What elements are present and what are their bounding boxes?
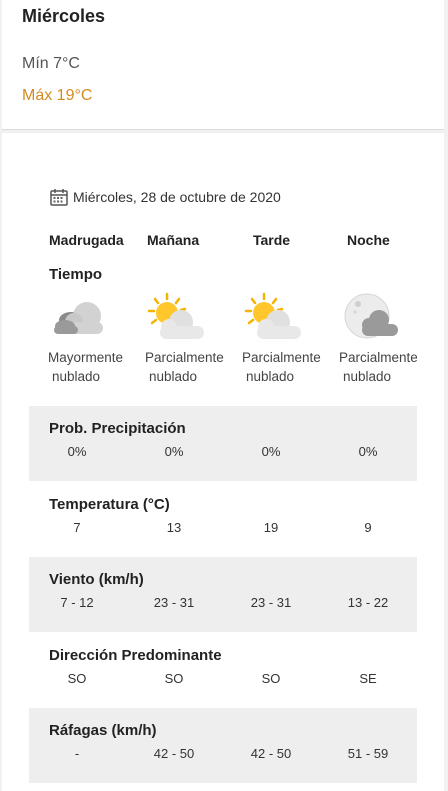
row-label: Prob. Precipitación <box>49 420 186 437</box>
precipitation-row <box>29 406 417 481</box>
day-summary-card <box>2 0 444 130</box>
row-value: 23 - 31 <box>153 595 195 610</box>
row-value: SO <box>67 671 87 686</box>
wind-direction-row <box>29 633 417 708</box>
row-value: 51 - 59 <box>347 746 389 761</box>
row-value: 0% <box>164 444 184 459</box>
row-value: - <box>74 746 80 761</box>
weather-desc-noche: Parcialmente nublado <box>339 350 418 384</box>
row-value: 42 - 50 <box>250 746 292 761</box>
sun-cloud-icon <box>147 292 207 344</box>
gusts-row <box>29 708 417 783</box>
period-noche: Noche <box>347 232 390 248</box>
forecast-date-row <box>49 187 281 207</box>
row-value: 23 - 31 <box>250 595 292 610</box>
row-value: 7 <box>73 520 81 535</box>
calendar-icon <box>49 187 69 207</box>
weather-desc-tarde: Parcialmente nublado <box>242 350 321 384</box>
row-value: 9 <box>364 520 372 535</box>
period-madrugada: Madrugada <box>49 232 124 248</box>
wind-row <box>29 557 417 632</box>
period-manana: Mañana <box>147 232 200 248</box>
moon-cloud-icon <box>342 292 402 344</box>
day-title: Miércoles <box>22 6 106 26</box>
max-temperature: Máx 19°C <box>22 87 93 104</box>
row-value: 7 - 12 <box>60 595 94 610</box>
weather-desc-manana: Parcialmente nublado <box>145 350 224 384</box>
row-value: SE <box>359 671 377 686</box>
row-value: 13 <box>166 520 182 535</box>
row-value: 0% <box>358 444 378 459</box>
forecast-date: Miércoles, 28 de octubre de 2020 <box>73 189 281 205</box>
row-label: Viento (km/h) <box>49 571 144 588</box>
period-headers <box>2 232 444 252</box>
weather-section-label: Tiempo <box>49 266 103 283</box>
row-value: 42 - 50 <box>153 746 195 761</box>
sun-cloud-icon <box>244 292 304 344</box>
row-value: 19 <box>263 520 279 535</box>
weather-icons-row <box>2 292 444 344</box>
row-value: 0% <box>67 444 87 459</box>
min-temperature: Mín 7°C <box>22 55 80 72</box>
row-label: Ráfagas (km/h) <box>49 722 157 739</box>
temperature-row <box>29 482 417 557</box>
forecast-card <box>2 133 444 791</box>
row-value: SO <box>261 671 281 686</box>
weather-desc-madrugada: Mayormente nublado <box>48 350 124 384</box>
cloud-night-icon <box>49 292 109 344</box>
row-label: Temperatura (°C) <box>49 496 170 513</box>
row-value: 13 - 22 <box>347 595 389 610</box>
row-label: Dirección Predominante <box>49 647 222 664</box>
row-value: SO <box>164 671 184 686</box>
period-tarde: Tarde <box>253 232 291 248</box>
row-value: 0% <box>261 444 281 459</box>
